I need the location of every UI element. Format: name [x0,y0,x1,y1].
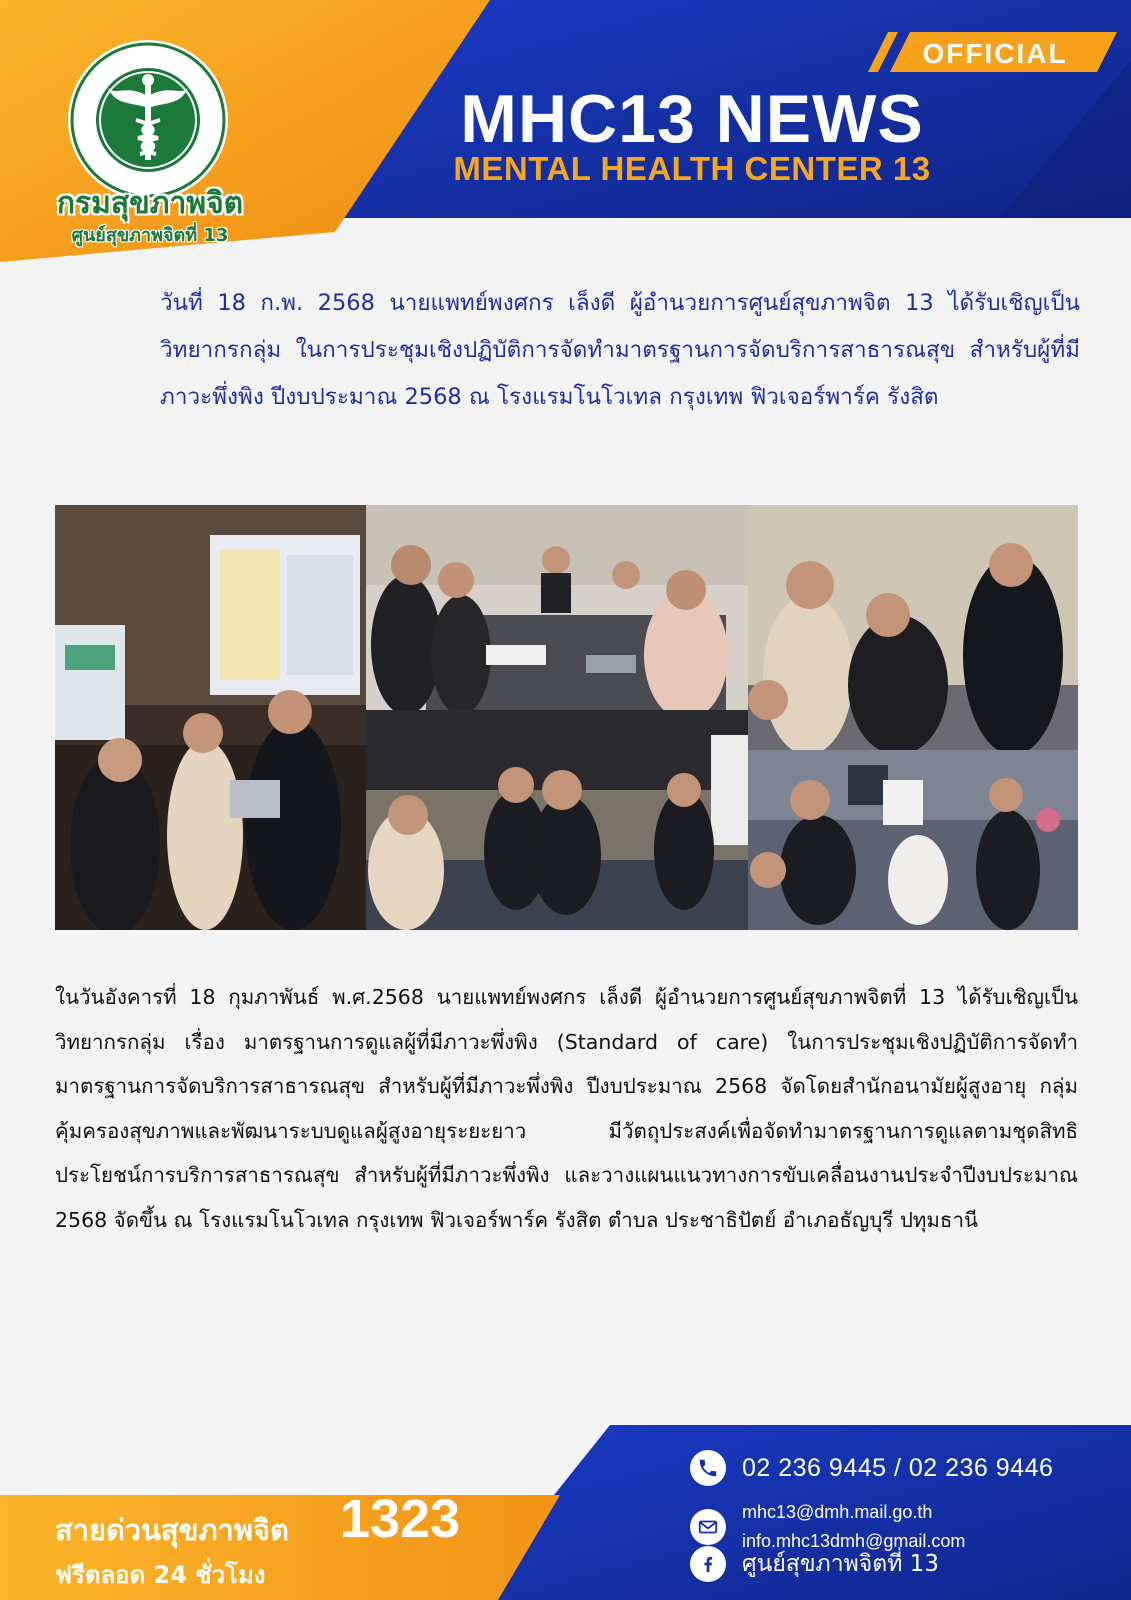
newsletter-title: MHC13 NEWS [460,81,924,157]
ministry-logo [66,38,230,202]
photo-collage [55,505,1078,930]
photo-group-discussion [366,505,748,710]
center-name: ศูนย์สุขภาพจิตที่ 13 [71,225,229,246]
envelope-icon [690,1509,726,1545]
lead-paragraph: วันที่ 18 ก.พ. 2568 นายแพทย์พงศกร เล็งดี ผู้อำนวยการศูนย์สุขภาพจิต 13 ได้รับเชิญเป็นวิทยากรกลุ่ม ในการประชุมเชิงปฏิบัติการจัดทำมาตรฐานการจัดบริการสาธารณสุข สำหรับผู้ที่มีภาวะพึ่งพิง ปีงบประมาณ 2568 ณ โรงแรมโนโวเทล กรุงเทพ ฟิวเจอร์พาร์ค รังสิต [160,290,1080,410]
caduceus-emblem-icon [66,38,230,202]
hotline-number[interactable]: 1323 [340,1489,461,1549]
photo-speaker-pointing [748,505,1078,750]
phone-icon [690,1450,726,1486]
facebook-icon [690,1546,726,1582]
photo-workshop-hall [748,750,1078,930]
header-banner [0,0,1131,265]
hotline-label: สายด่วนสุขภาพจิต [55,1513,289,1547]
email-secondary[interactable]: info.mhc13dmh@gmail.com [742,1531,966,1551]
facebook-page-name: ศูนย์สุขภาพจิตที่ 13 [742,1551,939,1577]
hotline-availability: ฟรีตลอด 24 ชั่วโมง [55,1561,266,1589]
official-badge: OFFICIAL [922,38,1068,69]
contact-facebook[interactable] [690,1546,939,1582]
body-paragraph: ในวันอังคารที่ 18 กุมภาพันธ์ พ.ศ.2568 นายแพทย์พงศกร เล็งดี ผู้อำนวยการศูนย์สุขภาพจิตที่ 13 ได้รับเชิญเป็นวิทยากรกลุ่ม เรื่อง มาตรฐานการดูแลผู้ที่มีภาวะพึ่งพิง (Standard of care) ในการประชุมเชิงปฏิบัติการจัดทำมาตรฐานการจัดบริการสาธารณสุข สำหรับผู้ที่มีภาวะพึ่งพิง ปีงบประมาณ 2568 จัดโดยสำนักอนามัยผู้สูงอายุ กลุ่มคุ้มครองสุขภาพและพัฒนาระบบดูแลผู้สูงอายุระยะยาว มีวัตถุประสงค์เพื่อจัดทำมาตรฐานการดูแลตามชุดสิทธิประโยชน์การบริการสาธารณสุข สำหรับผู้ที่มีภาวะพึ่งพิง และวางแผนแนวทางการขับเคลื่อนงานประจำปีงบประมาณ 2568 จัดขึ้น ณ โรงแรมโนโวเทล กรุงเทพ ฟิวเจอร์พาร์ค รังสิต ตำบล ประชาธิปัตย์ อำเภอธัญบุรี ปทุมธานี [55,985,1078,1232]
email-primary[interactable]: mhc13@dmh.mail.go.th [742,1502,933,1522]
department-name: กรมสุขภาพจิต [56,186,244,221]
newsletter-subtitle: MENTAL HEALTH CENTER 13 [453,150,931,187]
photo-panel-seated [366,710,748,930]
contact-phone[interactable] [690,1450,1053,1486]
photo-presentation-room [55,505,366,930]
phone-number: 02 236 9445 / 02 236 9446 [742,1453,1054,1482]
